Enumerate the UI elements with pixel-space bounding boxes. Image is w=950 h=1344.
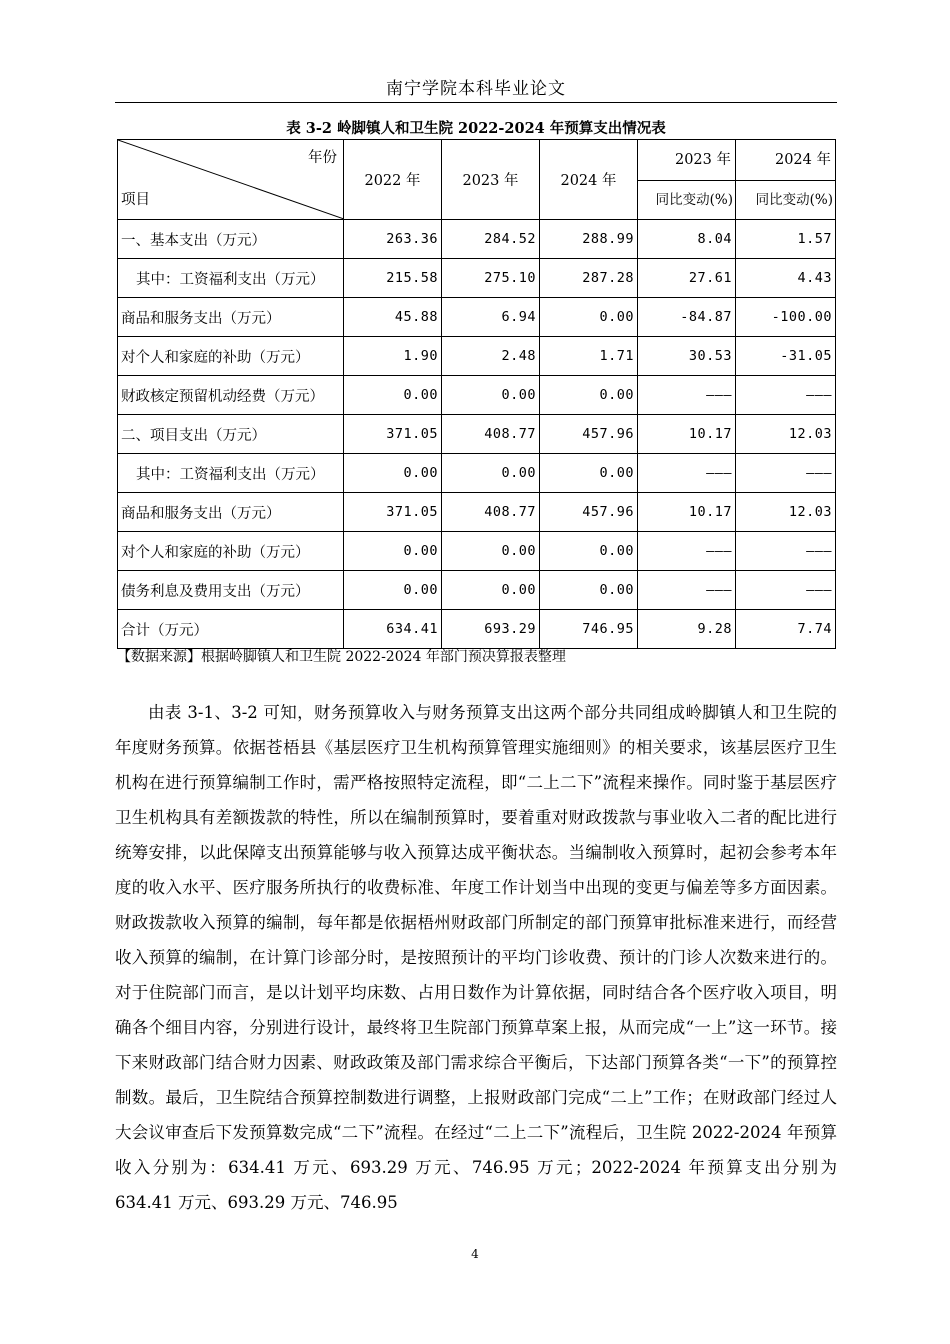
table-row [118, 454, 836, 493]
cell-v2022: 634.41 [344, 610, 442, 649]
change-2023-label: 同比变动(%) [638, 180, 735, 219]
cell-v2022: 263.36 [344, 220, 442, 259]
table-row [118, 610, 836, 649]
table-row [118, 571, 836, 610]
row-label: 一、基本支出（万元） [118, 220, 344, 259]
cell-c2024: 12.03 [736, 493, 836, 532]
cell-c2023: ——— [638, 571, 736, 610]
row-label: 其中：工资福利支出（万元） [118, 259, 344, 298]
cell-c2024: ——— [736, 532, 836, 571]
cell-v2022: 215.58 [344, 259, 442, 298]
table-title: 表 3-2 岭脚镇人和卫生院 2022-2024 年预算支出情况表 [286, 120, 666, 137]
cell-c2023: 10.17 [638, 415, 736, 454]
cell-v2024: 0.00 [540, 376, 638, 415]
cell-c2023: ——— [638, 376, 736, 415]
header-rule [115, 102, 837, 103]
cell-c2024: 1.57 [736, 220, 836, 259]
corner-item-label: 项目 [121, 192, 150, 208]
table-row [118, 532, 836, 571]
cell-v2024: 287.28 [540, 259, 638, 298]
table-row [118, 493, 836, 532]
table-row [118, 298, 836, 337]
col-header-change-2024 [736, 140, 836, 220]
cell-c2023: 8.04 [638, 220, 736, 259]
cell-v2023: 2.48 [442, 337, 540, 376]
row-label: 财政核定预留机动经费（万元） [118, 376, 344, 415]
change-2024-label: 同比变动(%) [736, 180, 835, 219]
cell-v2023: 408.77 [442, 415, 540, 454]
cell-v2024: 746.95 [540, 610, 638, 649]
cell-v2022: 0.00 [344, 532, 442, 571]
table-row [118, 220, 836, 259]
cell-v2022: 0.00 [344, 571, 442, 610]
cell-c2024: -31.05 [736, 337, 836, 376]
corner-cell [118, 140, 344, 220]
cell-v2024: 1.71 [540, 337, 638, 376]
cell-v2022: 0.00 [344, 454, 442, 493]
cell-v2022: 371.05 [344, 415, 442, 454]
cell-v2023: 0.00 [442, 571, 540, 610]
cell-v2022: 45.88 [344, 298, 442, 337]
cell-c2023: 30.53 [638, 337, 736, 376]
cell-v2024: 288.99 [540, 220, 638, 259]
table-header-row [118, 140, 836, 220]
cell-c2023: ——— [638, 454, 736, 493]
cell-c2023: -84.87 [638, 298, 736, 337]
cell-c2024: ——— [736, 454, 836, 493]
table-row [118, 376, 836, 415]
cell-v2024: 0.00 [540, 298, 638, 337]
cell-v2023: 275.10 [442, 259, 540, 298]
cell-c2024: ——— [736, 376, 836, 415]
col-header-2022: 2022 年 [344, 140, 442, 220]
cell-c2024: -100.00 [736, 298, 836, 337]
col-header-change-2023 [638, 140, 736, 220]
row-label: 商品和服务支出（万元） [118, 493, 344, 532]
cell-c2024: ——— [736, 571, 836, 610]
cell-v2024: 0.00 [540, 532, 638, 571]
cell-v2023: 0.00 [442, 532, 540, 571]
col-header-2023: 2023 年 [442, 140, 540, 220]
data-source-note: 【数据来源】根据岭脚镇人和卫生院 2022-2024 年部门预决算报表整理 [117, 649, 566, 665]
running-header: 南宁学院本科毕业论文 [386, 79, 566, 99]
corner-year-label: 年份 [308, 150, 337, 166]
cell-v2023: 0.00 [442, 454, 540, 493]
change-2023-year: 2023 年 [674, 152, 731, 168]
row-label: 合计（万元） [118, 610, 344, 649]
change-2024-year: 2024 年 [774, 152, 831, 168]
row-label: 二、项目支出（万元） [118, 415, 344, 454]
row-label: 商品和服务支出（万元） [118, 298, 344, 337]
row-label: 对个人和家庭的补助（万元） [118, 337, 344, 376]
cell-c2023: 27.61 [638, 259, 736, 298]
budget-table [117, 139, 836, 649]
cell-v2022: 0.00 [344, 376, 442, 415]
cell-c2023: ——— [638, 532, 736, 571]
cell-c2023: 9.28 [638, 610, 736, 649]
table-row [118, 259, 836, 298]
cell-c2024: 12.03 [736, 415, 836, 454]
table-row [118, 337, 836, 376]
cell-v2024: 0.00 [540, 571, 638, 610]
cell-v2023: 6.94 [442, 298, 540, 337]
row-label: 债务利息及费用支出（万元） [118, 571, 344, 610]
cell-c2024: 7.74 [736, 610, 836, 649]
cell-v2022: 371.05 [344, 493, 442, 532]
cell-v2023: 284.52 [442, 220, 540, 259]
cell-v2024: 0.00 [540, 454, 638, 493]
cell-c2024: 4.43 [736, 259, 836, 298]
cell-c2023: 10.17 [638, 493, 736, 532]
row-label: 其中：工资福利支出（万元） [118, 454, 344, 493]
cell-v2023: 408.77 [442, 493, 540, 532]
cell-v2023: 693.29 [442, 610, 540, 649]
row-label: 对个人和家庭的补助（万元） [118, 532, 344, 571]
cell-v2024: 457.96 [540, 415, 638, 454]
cell-v2022: 1.90 [344, 337, 442, 376]
cell-v2024: 457.96 [540, 493, 638, 532]
col-header-2024: 2024 年 [540, 140, 638, 220]
table-row [118, 415, 836, 454]
cell-v2023: 0.00 [442, 376, 540, 415]
body-paragraph: 由表 3-1、3-2 可知，财务预算收入与财务预算支出这两个部分共同组成岭脚镇人和卫生院的年度财务预算。依据苍梧县《基层医疗卫生机构预算管理实施细则》的相关要求，该基层医疗卫生机构在进行预算编制工作时，需严格按照特定流程，即“二上二下”流程来操作。同时鉴于基层医疗卫生机构具有差额拨款的特性，所以在编制预算时，要着重对财政拨款与事业收入二者的配比进行统筹安排，以此保障支出预算能够与收入预算达成平衡状态。当编制收入预算时，起初会参考本年度的收入水平、医疗服务所执行的收费标准、年度工作计划当中出现的变更与偏差等多方面因素。财政拨款收入预算的编制，每年都是依据梧州财政部门所制定的部门预算审批标准来进行，而经营收入预算的编制，在计算门诊部分时，是按照预计的平均门诊收费、预计的门诊人次数来进行的。对于住院部门而言，是以计划平均床数、占用日数作为计算依据，同时结合各个医疗收入项目，明确各个细目内容，分别进行设计，最终将卫生院部门预算草案上报，从而完成“一上”这一环节。接下来财政部门结合财力因素、财政政策及部门需求综合平衡后，下达部门预算各类“一下”的预算控制数。最后，卫生院结合预算控制数进行调整，上报财政部门完成“二上”工作；在财政部门经过人大会议审查后下发预算数完成“二下”流程。在经过“二上二下”流程后，卫生院 2022-2024 年预算收入分别为：634.41 万元、693.29 万元、746.95 万元；2022-2024 年预算支出分别为 634.41 万元、693.29 万元、746.95 [115, 703, 837, 1212]
page-number: 4 [471, 1247, 479, 1261]
